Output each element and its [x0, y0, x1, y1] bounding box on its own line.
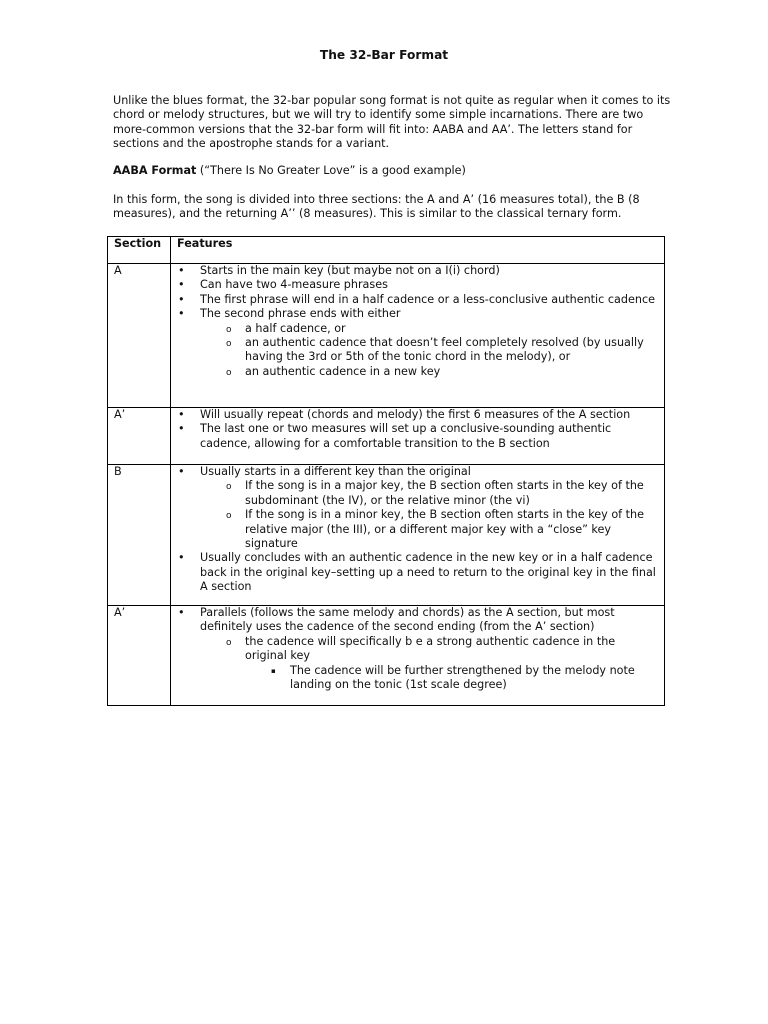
circle-bullet-icon: o	[226, 511, 232, 522]
sub-list-item	[200, 635, 659, 693]
sub-list	[200, 635, 659, 693]
form-description-paragraph: In this form, the song is divided into three sections: the A and A’ (16 measures total), the B (8 measures), and the returning A’’ (8 measures). This is similar to the classical ternary form.	[113, 193, 640, 221]
section-cell: A	[108, 264, 171, 408]
sub-list	[200, 479, 659, 551]
circle-bullet-icon: o	[226, 339, 232, 350]
bullet-icon: •	[178, 264, 185, 277]
list-item-text: The last one or two measures will set up a conclusive-sounding authentic cadence, allowing for a comfortable transition to the B section	[200, 422, 612, 450]
sub-list-item-text: If the song is in a minor key, the B section often starts in the key of the relative major (the III), or a different major key with a “close” key signature	[245, 508, 645, 551]
sub-list-item-text: If the song is in a major key, the B section often starts in the key of the subdominant (the IV), or the relative minor (the vi)	[245, 479, 644, 507]
list-item	[177, 307, 659, 379]
table-header-row	[108, 237, 665, 264]
aaba-heading: AABA Format	[113, 164, 197, 177]
table-row	[108, 465, 665, 606]
features-cell	[171, 408, 665, 465]
feature-list	[177, 606, 659, 692]
bullet-icon: •	[178, 465, 185, 478]
sub-sub-list-item	[245, 664, 659, 693]
sub-list-item	[200, 365, 659, 379]
list-item-text: The second phrase ends with either	[200, 307, 401, 321]
sub-sub-list	[245, 664, 659, 693]
bullet-icon: •	[178, 278, 185, 292]
section-cell: B	[108, 465, 171, 606]
feature-list	[177, 264, 659, 379]
bullet-icon: •	[178, 408, 185, 421]
circle-bullet-icon: o	[226, 367, 232, 378]
bullet-icon: •	[178, 422, 185, 436]
features-cell	[171, 606, 665, 706]
intro-paragraph: Unlike the blues format, the 32-bar popular song format is not quite as regular when it comes to its chord or melody structures, but we will try to identify some simple incarnations. There are two more-common versions that the 32-bar form will fit into: AABA and AA’. The letters stand for sections and the apostrophe stands for a variant.	[113, 94, 671, 151]
circle-bullet-icon: o	[226, 637, 232, 648]
list-item-text: Can have two 4-measure phrases	[200, 278, 388, 292]
square-bullet-icon: ▪	[271, 666, 276, 675]
sub-sub-list-item-text: The cadence will be further strengthened by the melody note landing on the tonic (1st scale degree)	[290, 663, 635, 692]
table-row	[108, 606, 665, 706]
circle-bullet-icon: o	[226, 482, 232, 493]
bullet-icon: •	[178, 606, 185, 619]
features-column-header: Features	[171, 237, 665, 264]
list-item	[177, 551, 659, 594]
aaba-note: (“There Is No Greater Love” is a good example)	[196, 164, 466, 177]
list-item-text: Usually starts in a different key than the original	[200, 465, 471, 478]
list-item-text: Parallels (follows the same melody and chords) as the A section, but most definitely uses the cadence of the second ending (from the A’ section)	[200, 606, 615, 634]
list-item	[177, 293, 659, 307]
bullet-icon: •	[178, 292, 185, 306]
sub-list-item-text: an authentic cadence that doesn’t feel completely resolved (by usually having the 3rd or 5th of the tonic chord in the melody), or	[245, 336, 644, 364]
list-item	[177, 278, 659, 292]
sub-list-item	[200, 508, 659, 551]
sub-list-item-text: an authentic cadence in a new key	[245, 364, 441, 378]
page-title: The 32-Bar Format	[319, 48, 449, 62]
circle-bullet-icon: o	[226, 324, 232, 335]
features-cell	[171, 465, 665, 606]
feature-list	[177, 408, 659, 451]
list-item-text: The first phrase will end in a half cadence or a less-conclusive authentic cadence	[200, 292, 655, 306]
bullet-icon: •	[178, 551, 185, 565]
aaba-paragraph	[113, 164, 673, 178]
sub-list-item	[200, 479, 659, 508]
list-item	[177, 606, 659, 692]
table-row	[108, 264, 665, 408]
features-table	[107, 236, 665, 706]
bullet-icon: •	[178, 307, 185, 321]
list-item	[177, 465, 659, 551]
list-item-text: Starts in the main key (but maybe not on a I(i) chord)	[200, 264, 500, 277]
sub-list-item-text: a half cadence, or	[245, 321, 346, 335]
section-cell: A’	[108, 408, 171, 465]
list-item-text: Will usually repeat (chords and melody) the first 6 measures of the A section	[200, 408, 631, 421]
sub-list	[200, 322, 659, 380]
list-item	[177, 422, 659, 451]
features-cell	[171, 264, 665, 408]
section-cell: A’	[108, 606, 171, 706]
sub-list-item-text: the cadence will specifically b e a strong authentic cadence in the original key	[245, 634, 616, 663]
section-column-header: Section	[108, 237, 171, 264]
sub-list-item	[200, 322, 659, 336]
sub-list-item	[200, 336, 659, 365]
list-item-text: Usually concludes with an authentic cadence in the new key or in a half cadence back in the original key–setting up a need to return to the original key in the final A section	[200, 551, 656, 594]
feature-list	[177, 465, 659, 595]
table-row	[108, 408, 665, 465]
list-item	[177, 264, 659, 278]
list-item	[177, 408, 659, 422]
